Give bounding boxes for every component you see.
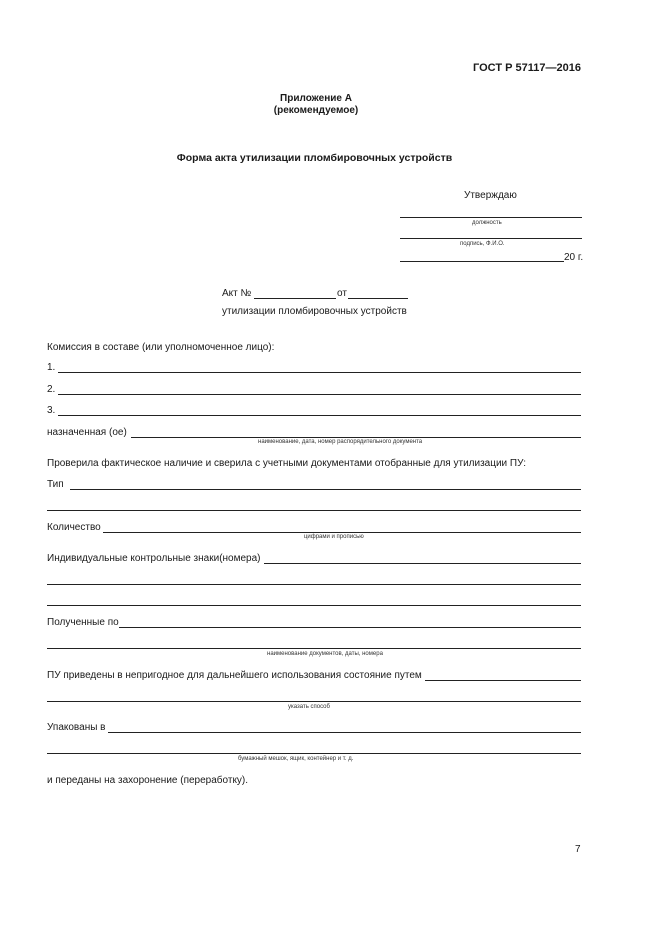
type-line-2: [47, 510, 581, 511]
form-title: Форма акта утилизации пломбировочных устройств: [176, 152, 453, 164]
received-line-2: [47, 648, 581, 649]
member-2-line: [58, 394, 581, 395]
disabled-label: ПУ приведены в непригодное для дальнейшего использования состояние путем: [47, 670, 422, 681]
position-caption: должность: [472, 220, 502, 226]
date-line: [400, 261, 564, 262]
standard-number: ГОСТ Р 57117—2016: [473, 62, 581, 74]
quantity-line: [103, 532, 581, 533]
act-date-line: [348, 298, 408, 299]
approve-label: Утверждаю: [464, 190, 517, 201]
type-line: [70, 489, 581, 490]
member-2-label: 2.: [47, 384, 56, 395]
disabled-line: [425, 680, 581, 681]
received-label: Полученные по: [47, 617, 119, 628]
quantity-label: Количество: [47, 522, 101, 533]
appendix-title: Приложение А: [280, 93, 352, 104]
appointed-line: [131, 437, 581, 438]
act-subject: утилизации пломбировочных устройств: [222, 306, 407, 317]
received-caption: наименование документов, даты, номера: [267, 651, 383, 657]
marks-line-2: [47, 584, 581, 585]
page-number: 7: [575, 844, 581, 855]
position-line: [400, 217, 582, 218]
quantity-caption: цифрами и прописью: [304, 534, 364, 540]
appointed-label: назначенная (ое): [47, 427, 127, 438]
commission-label: Комиссия в составе (или уполномоченное лицо):: [47, 342, 275, 353]
final-statement: и переданы на захоронение (переработку).: [47, 775, 249, 786]
member-3-label: 3.: [47, 405, 56, 416]
marks-line: [264, 563, 581, 564]
disabled-line-2: [47, 701, 581, 702]
packed-caption: бумажный мешок, ящик, контейнер и т. д.: [238, 756, 354, 762]
appointed-caption: наименование, дата, номер распорядительного документа: [258, 439, 423, 445]
appendix-subtitle: (рекомендуемое): [273, 105, 359, 116]
packed-line: [108, 732, 581, 733]
member-3-line: [58, 415, 581, 416]
packed-line-2: [47, 753, 581, 754]
year-suffix: 20 г.: [564, 252, 584, 263]
signature-line: [400, 238, 582, 239]
marks-label: Индивидуальные контрольные знаки(номера): [47, 553, 261, 564]
act-number-label: Акт №: [222, 288, 252, 299]
member-1-label: 1.: [47, 362, 56, 373]
checked-statement: Проверила фактическое наличие и сверила с учетными документами отобранные для утилизации ПУ:: [47, 458, 526, 469]
act-from-label: от: [337, 288, 347, 299]
method-caption: указать способ: [288, 704, 330, 710]
marks-line-3: [47, 605, 581, 606]
packed-label: Упакованы в: [47, 722, 106, 733]
signature-caption: подпись, Ф.И.О.: [460, 241, 505, 247]
act-number-line: [254, 298, 336, 299]
type-label: Тип: [47, 479, 64, 490]
received-line: [119, 627, 581, 628]
member-1-line: [58, 372, 581, 373]
